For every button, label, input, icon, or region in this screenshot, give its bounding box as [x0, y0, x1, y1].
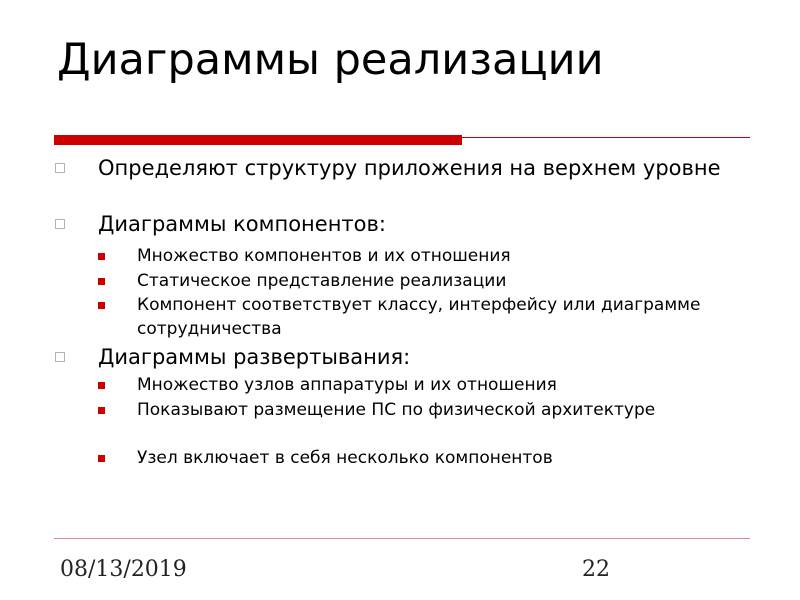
hollow-square-bullet-icon [55, 163, 65, 173]
footer-divider [54, 538, 750, 539]
sub-bullet-item-2-2 [137, 269, 737, 293]
bullet-item-2 [98, 211, 738, 237]
sub-bullet-item-2-3-text: Компонент соответствует классу, интерфейсу или диаграмме сотрудничества [137, 295, 701, 339]
red-square-bullet-icon [98, 382, 105, 389]
sub-bullet-item-3-2-text: Показывают размещение ПС по физической архитектуре [137, 400, 656, 420]
hollow-square-bullet-icon [55, 352, 65, 362]
sub-bullet-item-2-3 [137, 293, 737, 341]
red-square-bullet-icon [98, 407, 105, 414]
red-square-bullet-icon [98, 455, 105, 462]
footer-date: 08/13/2019 [60, 557, 187, 582]
bullet-item-1-text: Определяют структуру приложения на верхнем уровне [98, 156, 721, 180]
red-square-bullet-icon [98, 302, 105, 309]
bullet-item-1 [98, 155, 738, 181]
red-square-bullet-icon [98, 253, 105, 260]
sub-bullet-item-3-2 [137, 398, 737, 422]
red-square-bullet-icon [98, 278, 105, 285]
bullet-item-2-text: Диаграммы компонентов: [98, 212, 386, 236]
hollow-square-bullet-icon [55, 219, 65, 229]
title-underline-thick [54, 135, 462, 145]
sub-bullet-item-3-1 [137, 373, 737, 397]
sub-bullet-item-2-2-text: Статическое представление реализации [137, 271, 507, 291]
bullet-item-3 [98, 344, 738, 370]
sub-bullet-item-3-3-text: Узел включает в себя несколько компонентов [137, 448, 553, 468]
sub-bullet-item-3-1-text: Множество узлов аппаратуры и их отношения [137, 375, 557, 395]
sub-bullet-item-3-3 [137, 446, 737, 470]
page-number: 22 [582, 557, 610, 582]
bullet-item-3-text: Диаграммы развертывания: [98, 345, 411, 369]
slide-title: Диаграммы реализации [57, 35, 604, 85]
sub-bullet-item-2-1 [137, 244, 737, 268]
sub-bullet-item-2-1-text: Множество компонентов и их отношения [137, 246, 511, 266]
